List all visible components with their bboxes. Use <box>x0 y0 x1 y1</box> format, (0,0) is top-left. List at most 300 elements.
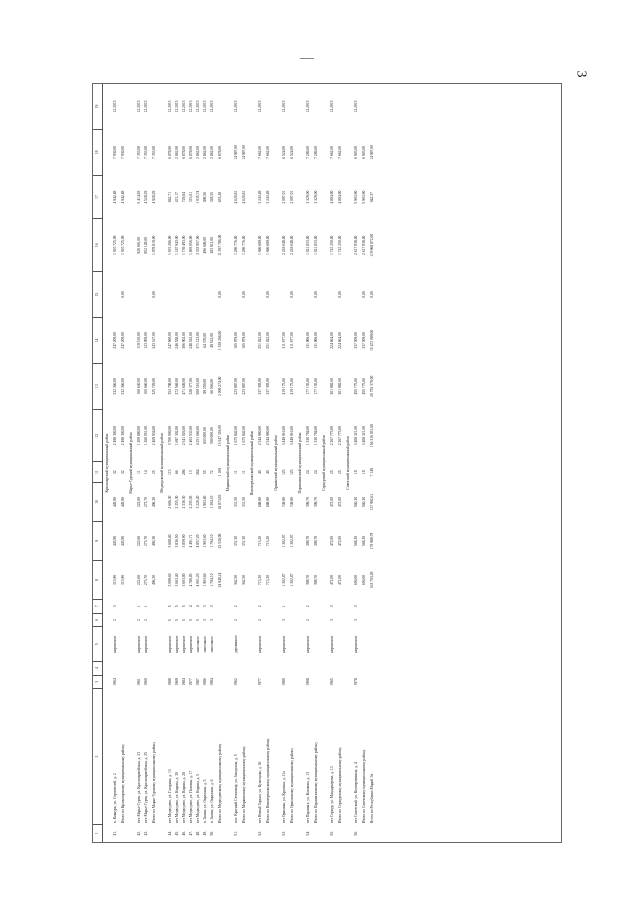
table-cell: 0,00 <box>369 291 374 298</box>
table-cell: 713,20 <box>258 535 263 547</box>
table-cell: 12.2015 <box>182 100 187 113</box>
table-cell: 11 <box>241 470 246 475</box>
table-cell <box>119 599 127 613</box>
table-cell: 2 418 648,00 <box>289 235 294 255</box>
district-section-heading <box>103 84 113 843</box>
table-cell: 301 982,00 <box>330 378 335 395</box>
table-cell: 2 606,30 <box>168 495 173 509</box>
table-cell: Итого по Марье-Турскому муниципальному району <box>151 741 156 824</box>
table-cell: 509 516,00 <box>196 378 201 395</box>
table-cell: 42. <box>137 831 142 836</box>
table-cell <box>136 272 143 318</box>
district-section-heading <box>248 84 257 843</box>
table-cell <box>150 824 158 842</box>
table-cell: 1 946 689,00 <box>265 235 270 255</box>
table-cell: 2 255,03 <box>189 495 194 509</box>
table-cell: 942,37 <box>369 192 374 203</box>
table-cell <box>181 272 188 318</box>
table-cell: 224 664,00 <box>330 332 335 349</box>
table-cell: 7 930,00 <box>113 145 118 159</box>
district-name: Красноярский муниципальный район <box>105 433 110 493</box>
table-row <box>195 84 202 843</box>
table-cell: 1 539 266,00 <box>217 330 222 351</box>
table-cell <box>136 661 143 675</box>
table-cell: 2 541 026,00 <box>182 425 187 446</box>
table-cell: 40 <box>265 470 270 475</box>
table-cell: 2 <box>258 619 263 622</box>
table-cell: 331,50 <box>234 497 239 508</box>
table-cell: 125 <box>289 469 294 476</box>
table-cell <box>119 613 127 627</box>
table-cell: 0,00 <box>151 291 156 298</box>
table-cell <box>360 613 368 627</box>
district-section-heading <box>344 84 353 843</box>
table-cell: 11 <box>234 470 239 475</box>
table-cell <box>209 661 216 675</box>
table-cell: 413,17 <box>175 192 180 203</box>
table-cell: 3 836,50 <box>175 534 180 548</box>
table-row <box>181 84 188 843</box>
table-cell: 4 251 666,00 <box>196 425 201 446</box>
table-cell <box>360 824 368 842</box>
table-cell <box>360 599 368 613</box>
table-cell: 6 903,00 <box>354 145 359 159</box>
table-cell <box>312 675 320 689</box>
table-cell: 12.2015 <box>203 100 208 113</box>
table-cell: 177 155,00 <box>313 378 318 395</box>
table-cell: кирпичное <box>168 635 173 653</box>
table-cell: кирпичное <box>189 635 194 653</box>
table-cell <box>181 661 188 675</box>
table-cell: 399,70 <box>306 535 311 547</box>
table-cell: 3 <box>330 605 335 608</box>
table-cell: 7 662,00 <box>330 145 335 159</box>
table-cell: кирпичное <box>306 635 311 653</box>
table-cell: 125 <box>282 469 287 476</box>
table-cell: 362,50 <box>241 574 246 586</box>
table-cell <box>233 661 240 675</box>
table-cell: 3 700 000,00 <box>168 425 173 446</box>
table-cell: 4 620,81 <box>241 190 246 204</box>
table-cell: пос. Красный Стекловар, ул. Заводская, д. 5 <box>234 754 239 824</box>
table-cell <box>150 84 158 130</box>
table-cell <box>336 627 344 661</box>
table-cell: 7 353,00 <box>137 145 142 159</box>
table-cell: 163 703,28 <box>369 571 374 589</box>
table-cell: 165 979,00 <box>234 332 239 349</box>
table-cell: 2 498 300,00 <box>120 425 125 446</box>
table-cell: кирпичное <box>137 635 142 653</box>
table-cell <box>257 272 264 318</box>
table-cell: 472,00 <box>330 497 335 508</box>
table-cell: 3 243,49 <box>258 190 263 204</box>
table-cell: 371 123,00 <box>196 332 201 349</box>
table-cell: деревянное <box>234 635 239 654</box>
table-cell: 40 <box>258 470 263 475</box>
table-cell: 1 286 776,00 <box>241 235 246 255</box>
district-name: Новоторъяльский муниципальный район <box>250 430 255 496</box>
table-cell: 3 <box>203 605 208 608</box>
district-section-heading <box>320 84 329 843</box>
table-cell: 54. <box>306 831 311 836</box>
table-cell: 5 903,90 <box>361 190 366 204</box>
table-cell: 472,00 <box>337 535 342 547</box>
table-cell: 12.2015 <box>330 100 335 113</box>
table-cell <box>305 661 312 675</box>
table-cell: 55. <box>330 831 335 836</box>
table-cell: 2 <box>144 619 149 622</box>
table-cell: 1965 <box>330 678 335 686</box>
district-section-heading <box>272 84 281 843</box>
table-cell: 352 798,00 <box>168 378 173 395</box>
table-cell: 1 302,87 <box>282 534 287 548</box>
table-cell: 472,00 <box>330 535 335 547</box>
table-cell <box>240 675 248 689</box>
table-cell: 14 997,00 <box>241 145 246 160</box>
table-cell <box>281 661 288 675</box>
table-cell <box>329 272 336 318</box>
table-cell: 2 <box>137 619 142 622</box>
table-cell: 12.2015 <box>282 100 287 113</box>
table-cell <box>119 84 127 130</box>
column-number: 5 <box>93 627 103 661</box>
table-cell: 15 547 318,00 <box>217 424 222 447</box>
table-cell: 23 530,08 <box>217 533 222 549</box>
table-cell: 179 989,79 <box>369 532 374 550</box>
table-cell: 156 316 051,00 <box>369 424 374 448</box>
table-cell: 52. <box>258 831 263 836</box>
district-total-row <box>150 84 158 843</box>
table-cell: 0,00 <box>265 291 270 298</box>
table-cell <box>216 824 224 842</box>
table-cell: 1 169 <box>217 468 222 477</box>
table-cell: 243 167,00 <box>151 332 156 349</box>
table-cell: 12.2015 <box>354 100 359 113</box>
table-cell: 713,20 <box>265 574 270 586</box>
table-cell: 445,90 <box>113 535 118 547</box>
table-cell: 2 617 838,00 <box>361 235 366 255</box>
table-cell: 264 <box>196 469 201 476</box>
table-cell: 115 <box>168 469 173 475</box>
table-cell <box>209 272 216 318</box>
table-cell: 1908 <box>306 678 311 686</box>
table-cell: 2 862,00 <box>203 145 208 159</box>
table-cell <box>336 675 344 689</box>
table-cell: кирпичное <box>258 635 263 653</box>
table-cell: Итого по Советскому муниципальному району <box>361 749 366 824</box>
table-cell: 926 691,00 <box>137 236 142 254</box>
table-cell: 4 786,85 <box>189 573 194 587</box>
district-total-row <box>119 84 127 843</box>
table-cell: 1 330 794,00 <box>313 425 318 446</box>
table-cell: Всего по Республике Марий Эл <box>369 773 374 824</box>
table-cell: 1 <box>137 605 142 608</box>
table-cell: 44. <box>168 831 173 836</box>
table-cell: 49 522,00 <box>210 333 215 348</box>
table-cell: 1987 <box>196 678 201 686</box>
district-total-row <box>288 84 296 843</box>
table-cell: 2 336,30 <box>182 495 187 509</box>
table-cell: 568,30 <box>361 535 366 547</box>
district-total-row <box>264 84 272 843</box>
table-cell: 1 794,10 <box>210 573 215 587</box>
table-cell: 455 775,00 <box>361 378 366 395</box>
table-cell: 1988 <box>168 678 173 686</box>
table-cell: 246 538,00 <box>175 332 180 349</box>
table-cell: 66 <box>175 470 180 475</box>
table-cell: 331,50 <box>241 535 246 547</box>
table-cell: пгт Оршанка, ул. Крупина, д. 21а <box>282 771 287 824</box>
table-cell: 47. <box>189 831 194 836</box>
table-cell: панельное <box>203 636 208 653</box>
table-cell: 119 510,00 <box>137 332 142 349</box>
table-cell <box>329 661 336 675</box>
table-cell: 11 <box>137 470 142 475</box>
table-cell: 6 524,00 <box>282 145 287 159</box>
table-cell: 2 <box>258 605 263 608</box>
table-cell: 332 366,00 <box>120 378 125 395</box>
table-cell: 64 378,00 <box>203 333 208 348</box>
table-cell: 688,90 <box>265 497 270 508</box>
table-cell: 3 859,90 <box>182 534 187 548</box>
table-cell: п. Знамя, ул. Овражная, д. 5 <box>203 779 208 824</box>
table-cell: 5 <box>168 619 173 622</box>
table-cell <box>202 272 209 318</box>
district-section-heading <box>158 84 167 843</box>
column-number: 6 <box>93 613 103 627</box>
table-cell: 399,70 <box>306 497 311 508</box>
table-cell: пгт. Марье-Турек, ул. Красноармейская, д. 25 <box>144 752 149 824</box>
table-cell: 14 997,00 <box>234 145 239 160</box>
table-cell: 53. <box>282 831 287 836</box>
table-cell: 1 910 725,09 <box>120 235 125 255</box>
table-cell: 1 739 493,00 <box>182 235 187 255</box>
column-number: 15 <box>93 272 103 318</box>
table-cell: 5 <box>182 619 187 622</box>
table-cell <box>119 627 127 661</box>
table-cell: 222,60 <box>137 574 142 586</box>
table-cell <box>264 675 272 689</box>
table-cell: 2 418 648,00 <box>282 235 287 255</box>
table-cell <box>312 599 320 613</box>
table-row <box>202 84 209 843</box>
table-cell: 12.2015 <box>258 100 263 113</box>
table-cell: 1 286 776,00 <box>234 235 239 255</box>
table-cell: 3 063,40 <box>175 573 180 587</box>
table-cell: 1 915 206,00 <box>168 235 173 255</box>
table-cell: 328 377,00 <box>189 378 194 395</box>
table-cell: 12.2015 <box>210 100 215 113</box>
table-cell: 45. <box>175 831 180 836</box>
table-cell <box>143 272 150 318</box>
table-cell: 1978 <box>354 678 359 686</box>
table-cell: 223 887,00 <box>234 378 239 395</box>
table-cell: 3 <box>354 619 359 622</box>
table-cell: 0,00 <box>337 291 342 298</box>
table-cell: 1 697 302,00 <box>175 425 180 446</box>
table-cell: 2 <box>306 605 311 608</box>
table-cell: 1977 <box>258 678 263 686</box>
table-cell: 2 498 300,00 <box>113 425 118 446</box>
table-cell <box>188 272 195 318</box>
table-cell: Итого по Сернурскому муниципальному району <box>337 747 342 824</box>
table-cell <box>312 824 320 842</box>
table-cell: 11 937 786,00 <box>217 234 222 256</box>
table-row <box>353 84 360 843</box>
table-cell: 1960 <box>144 678 149 686</box>
table-cell <box>288 661 296 675</box>
table-cell: 1961 <box>137 678 142 686</box>
table-cell: кирпичное <box>144 635 149 653</box>
table-cell: 2 403 533,00 <box>189 425 194 446</box>
table-cell: 688,90 <box>258 497 263 508</box>
table-cell: 1 903,60 <box>203 495 208 509</box>
table-cell: Итого по Моркинскому муниципальному району <box>241 746 246 824</box>
rotated-table-wrapper <box>92 83 562 843</box>
table-cell: 315,01 <box>189 192 194 203</box>
table-cell: 332 366,00 <box>113 378 118 395</box>
district-section-heading <box>224 84 233 843</box>
table-cell: 1 021 833,00 <box>313 235 318 255</box>
table-cell: 560,30 <box>361 497 366 508</box>
table-cell <box>288 84 296 130</box>
table-cell <box>368 613 376 627</box>
table-cell: 472,00 <box>337 497 342 508</box>
table-cell: 1 <box>144 605 149 608</box>
table-cell: 842,71 <box>168 192 173 203</box>
table-cell: пгт Медведево, ул. Кирова, д. 5 <box>196 773 201 824</box>
table-cell: 286 <box>182 469 187 476</box>
table-cell: 247 600,00 <box>168 332 173 349</box>
column-number: 1 <box>93 824 103 842</box>
table-cell: 18 <box>361 470 366 475</box>
district-total-row <box>336 84 344 843</box>
table-cell: 5 <box>175 619 180 622</box>
table-cell: 4 <box>196 605 201 608</box>
table-row <box>188 84 195 843</box>
table-cell: 223 887,00 <box>241 378 246 395</box>
table-cell: 472,00 <box>330 574 335 586</box>
table-cell: 12.2015 <box>144 100 149 113</box>
table-cell <box>150 613 158 627</box>
table-cell <box>216 613 224 627</box>
table-cell <box>240 661 248 675</box>
table-cell: 14 <box>144 470 149 475</box>
table-cell <box>305 272 312 318</box>
table-cell: 7 286,00 <box>313 145 318 159</box>
table-cell <box>174 272 181 318</box>
table-cell <box>112 272 119 318</box>
table-cell: 160 630,00 <box>137 378 142 395</box>
table-cell: 6 878,00 <box>189 145 194 159</box>
table-cell: 6 903,00 <box>361 145 366 159</box>
district-name: Сернурский муниципальный район <box>322 435 327 491</box>
table-row <box>281 84 288 843</box>
table-cell: 0,00 <box>241 291 246 298</box>
table-cell: 399,70 <box>306 574 311 586</box>
table-cell: 1 394,10 <box>210 495 215 509</box>
table-row <box>112 84 119 843</box>
table-cell: 5 <box>168 605 173 608</box>
table-cell: 1 021 833,00 <box>306 235 311 255</box>
table-cell <box>195 661 202 675</box>
table-cell <box>264 599 272 613</box>
table-cell: 311 977,00 <box>289 332 294 349</box>
table-cell <box>368 84 376 130</box>
column-number: 3 <box>93 675 103 689</box>
table-cell: Итого по Медведевскому муниципальному району <box>217 743 222 824</box>
table-cell: 399,70 <box>313 535 318 547</box>
table-cell <box>288 824 296 842</box>
table-cell <box>360 675 368 689</box>
table-cell: 0,00 <box>217 291 222 298</box>
table-cell: 3 408 321,00 <box>361 425 366 446</box>
table-cell: 1 878 819,00 <box>151 235 156 255</box>
table-cell: 2 617 838,00 <box>354 235 359 255</box>
table-cell <box>312 661 320 675</box>
table-cell <box>353 272 360 318</box>
table-cell: 4 620,81 <box>234 190 239 204</box>
table-cell: кирпичное <box>175 635 180 653</box>
table-cell: 729,84 <box>182 192 187 203</box>
district-name: Советский муниципальный район <box>346 436 351 490</box>
table-cell <box>312 627 320 661</box>
district-name: Медведевский муниципальный район <box>160 433 165 493</box>
table-cell: 273,70 <box>144 574 149 586</box>
table-cell: 6 878,00 <box>182 145 187 159</box>
table-cell: 32 <box>120 470 125 475</box>
table-cell: 43. <box>144 831 149 836</box>
table-cell: 66 566,00 <box>210 378 215 394</box>
table-cell: 4 942,48 <box>113 190 118 204</box>
table-cell: 445,90 <box>120 535 125 547</box>
table-cell <box>119 661 127 675</box>
table-cell <box>167 272 174 318</box>
table-cell: 1 675 842,00 <box>234 425 239 446</box>
table-cell: 1 946 689,00 <box>258 235 263 255</box>
table-cell: 248 182,00 <box>189 332 194 349</box>
table-cell: 445,90 <box>120 497 125 508</box>
table-cell: 32 <box>113 470 118 475</box>
table-cell: 362,50 <box>234 574 239 586</box>
table-cell: 12.2015 <box>168 100 173 113</box>
table-cell: пгт Советский, ул. Кооперативная, д. 4 <box>354 762 359 824</box>
table-cell: 337 509,00 <box>354 332 359 349</box>
table-cell: 1 803 056,00 <box>189 235 194 255</box>
table-cell: 25 <box>151 470 156 475</box>
table-cell: 3 099,60 <box>168 573 173 587</box>
table-cell: 4 928,29 <box>151 190 156 204</box>
district-name: Марье-Турский муниципальный район <box>129 432 134 494</box>
table-cell: 5 414,83 <box>137 190 142 204</box>
table-cell <box>195 272 202 318</box>
table-cell: 1 260 051,00 <box>144 425 149 446</box>
table-cell: 1984 <box>210 678 215 686</box>
table-cell: 56. <box>354 831 359 836</box>
table-cell: 3 220,20 <box>196 495 201 509</box>
column-number: 9 <box>93 522 103 561</box>
table-cell: 3 <box>210 619 215 622</box>
table-cell: 1 903,60 <box>203 534 208 548</box>
table-cell: 2 267 775,00 <box>330 425 335 446</box>
table-cell: 4 804,00 <box>330 190 335 204</box>
table-cell: п. Знамя, ул. Овражная, д. 6 <box>210 779 215 824</box>
table-cell: 1 330 794,00 <box>306 425 311 446</box>
table-cell: 5 <box>175 605 180 608</box>
table-cell: 7 662,00 <box>265 145 270 159</box>
table-cell: 224 664,00 <box>337 332 342 349</box>
table-cell: 445,90 <box>113 497 118 508</box>
